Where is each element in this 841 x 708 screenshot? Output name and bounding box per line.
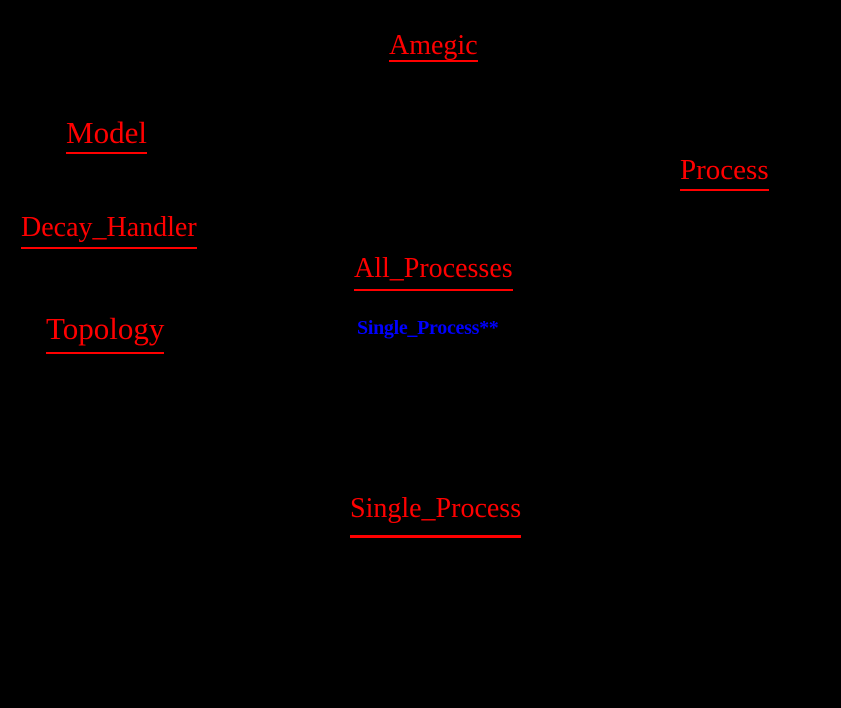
- edge-label-single-process-pointer: Single_Process**: [357, 317, 499, 339]
- node-topology[interactable]: Topology: [46, 313, 164, 354]
- node-single-process[interactable]: Single_Process: [350, 495, 521, 538]
- node-model[interactable]: Model: [66, 117, 147, 154]
- node-decay-handler[interactable]: Decay_Handler: [21, 214, 197, 249]
- node-process[interactable]: Process: [680, 156, 769, 191]
- node-all-processes[interactable]: All_Processes: [354, 255, 513, 291]
- node-amegic[interactable]: Amegic: [389, 30, 478, 61]
